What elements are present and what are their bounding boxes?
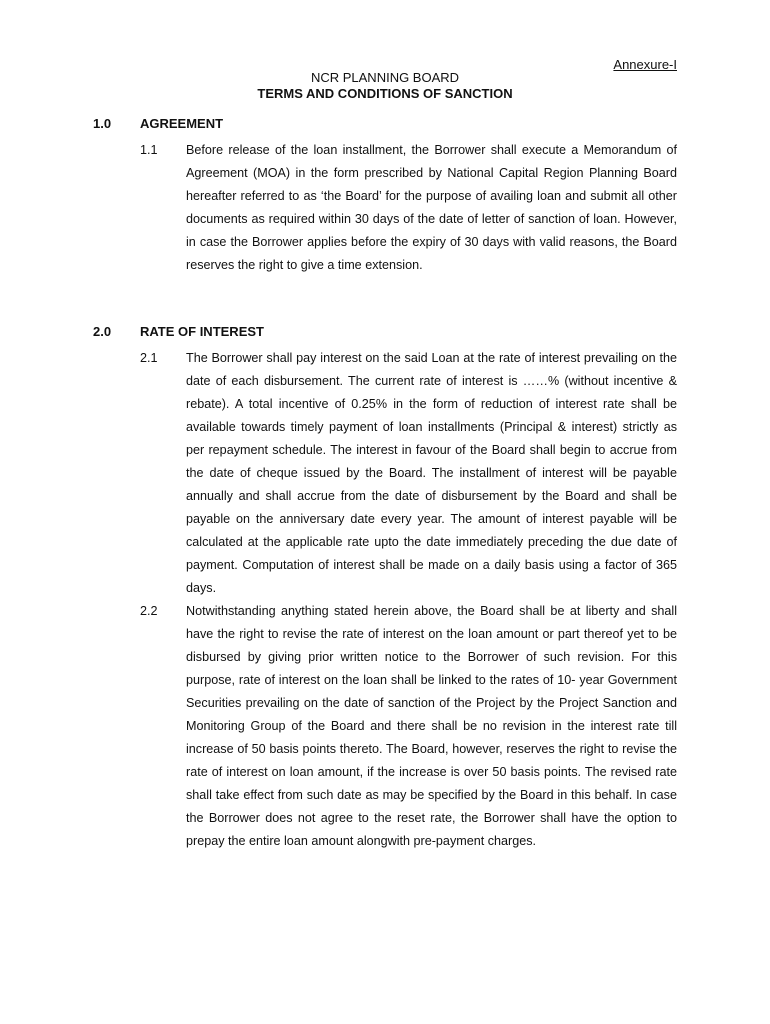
document-title: TERMS AND CONDITIONS OF SANCTION bbox=[257, 86, 513, 101]
clause bbox=[93, 139, 678, 277]
clause-number: 2.1 bbox=[140, 351, 158, 365]
section-rate-of-interest bbox=[93, 324, 678, 853]
clause-text: Notwithstanding anything stated herein above, the Board shall be at liberty and shall have the right to revise the rate of interest on the loan amount or part thereof yet to be disbursed by giving prior written notice to the Borrower of such revision. For this purpose, rate of interest on the loan shall be linked to the rates of 10- year Government Securities prevailing on the date of sanction of the Project by the Project Sanction and Monitoring Group of the Board and there shall be no revision in the interest rate till increase of 50 basis points thereto. The Board, however, reserves the right to revise the rate of interest on loan amount, if the increase is over 50 basis points. The revised rate shall take effect from such date as may be specified by the Board in this behalf. In case the Borrower does not agree to the reset rate, the Borrower shall have the option to prepay the entire loan amount alongwith pre-payment charges. bbox=[186, 604, 677, 848]
section-agreement bbox=[93, 116, 678, 277]
section-heading bbox=[93, 324, 678, 340]
annexure-label: Annexure-I bbox=[613, 57, 677, 72]
section-title: AGREEMENT bbox=[140, 116, 224, 131]
section-number: 2.0 bbox=[93, 324, 112, 339]
section-heading bbox=[93, 116, 678, 132]
section-title: RATE OF INTEREST bbox=[140, 324, 264, 339]
section-number: 1.0 bbox=[93, 116, 112, 131]
clause-number: 1.1 bbox=[140, 143, 158, 157]
clause bbox=[93, 347, 678, 600]
clause-text: Before release of the loan installment, the Borrower shall execute a Memorandum of Agreement (MOA) in the form prescribed by National Capital Region Planning Board hereafter referred to as ‘the Board’ for the purpose of availing loan and submit all other documents as required within 30 days of the date of letter of sanction of loan. However, in case the Borrower applies before the expiry of 30 days with valid reasons, the Board reserves the right to give a time extension. bbox=[186, 143, 677, 272]
clause bbox=[93, 600, 678, 853]
organization-name: NCR PLANNING BOARD bbox=[310, 70, 460, 85]
clause-number: 2.2 bbox=[140, 604, 158, 618]
clause-text: The Borrower shall pay interest on the said Loan at the rate of interest prevailing on the date of each disbursement. The current rate of interest is ……% (without incentive & rebate). A total incentive of 0.25% in the form of reduction of interest rate shall be available towards timely payment of loan installments (Principal & interest) strictly as per repayment schedule. The interest in favour of the Board shall begin to accrue from the date of cheque issued by the Board. The installment of interest will be payable annually and shall accrue from the date of disbursement by the Board and shall be payable on the anniversary date every year. The amount of interest payable will be calculated at the applicable rate upto the date immediately preceding the due date of payment. Computation of interest shall be made on a daily basis using a factor of 365 days. bbox=[186, 351, 677, 595]
